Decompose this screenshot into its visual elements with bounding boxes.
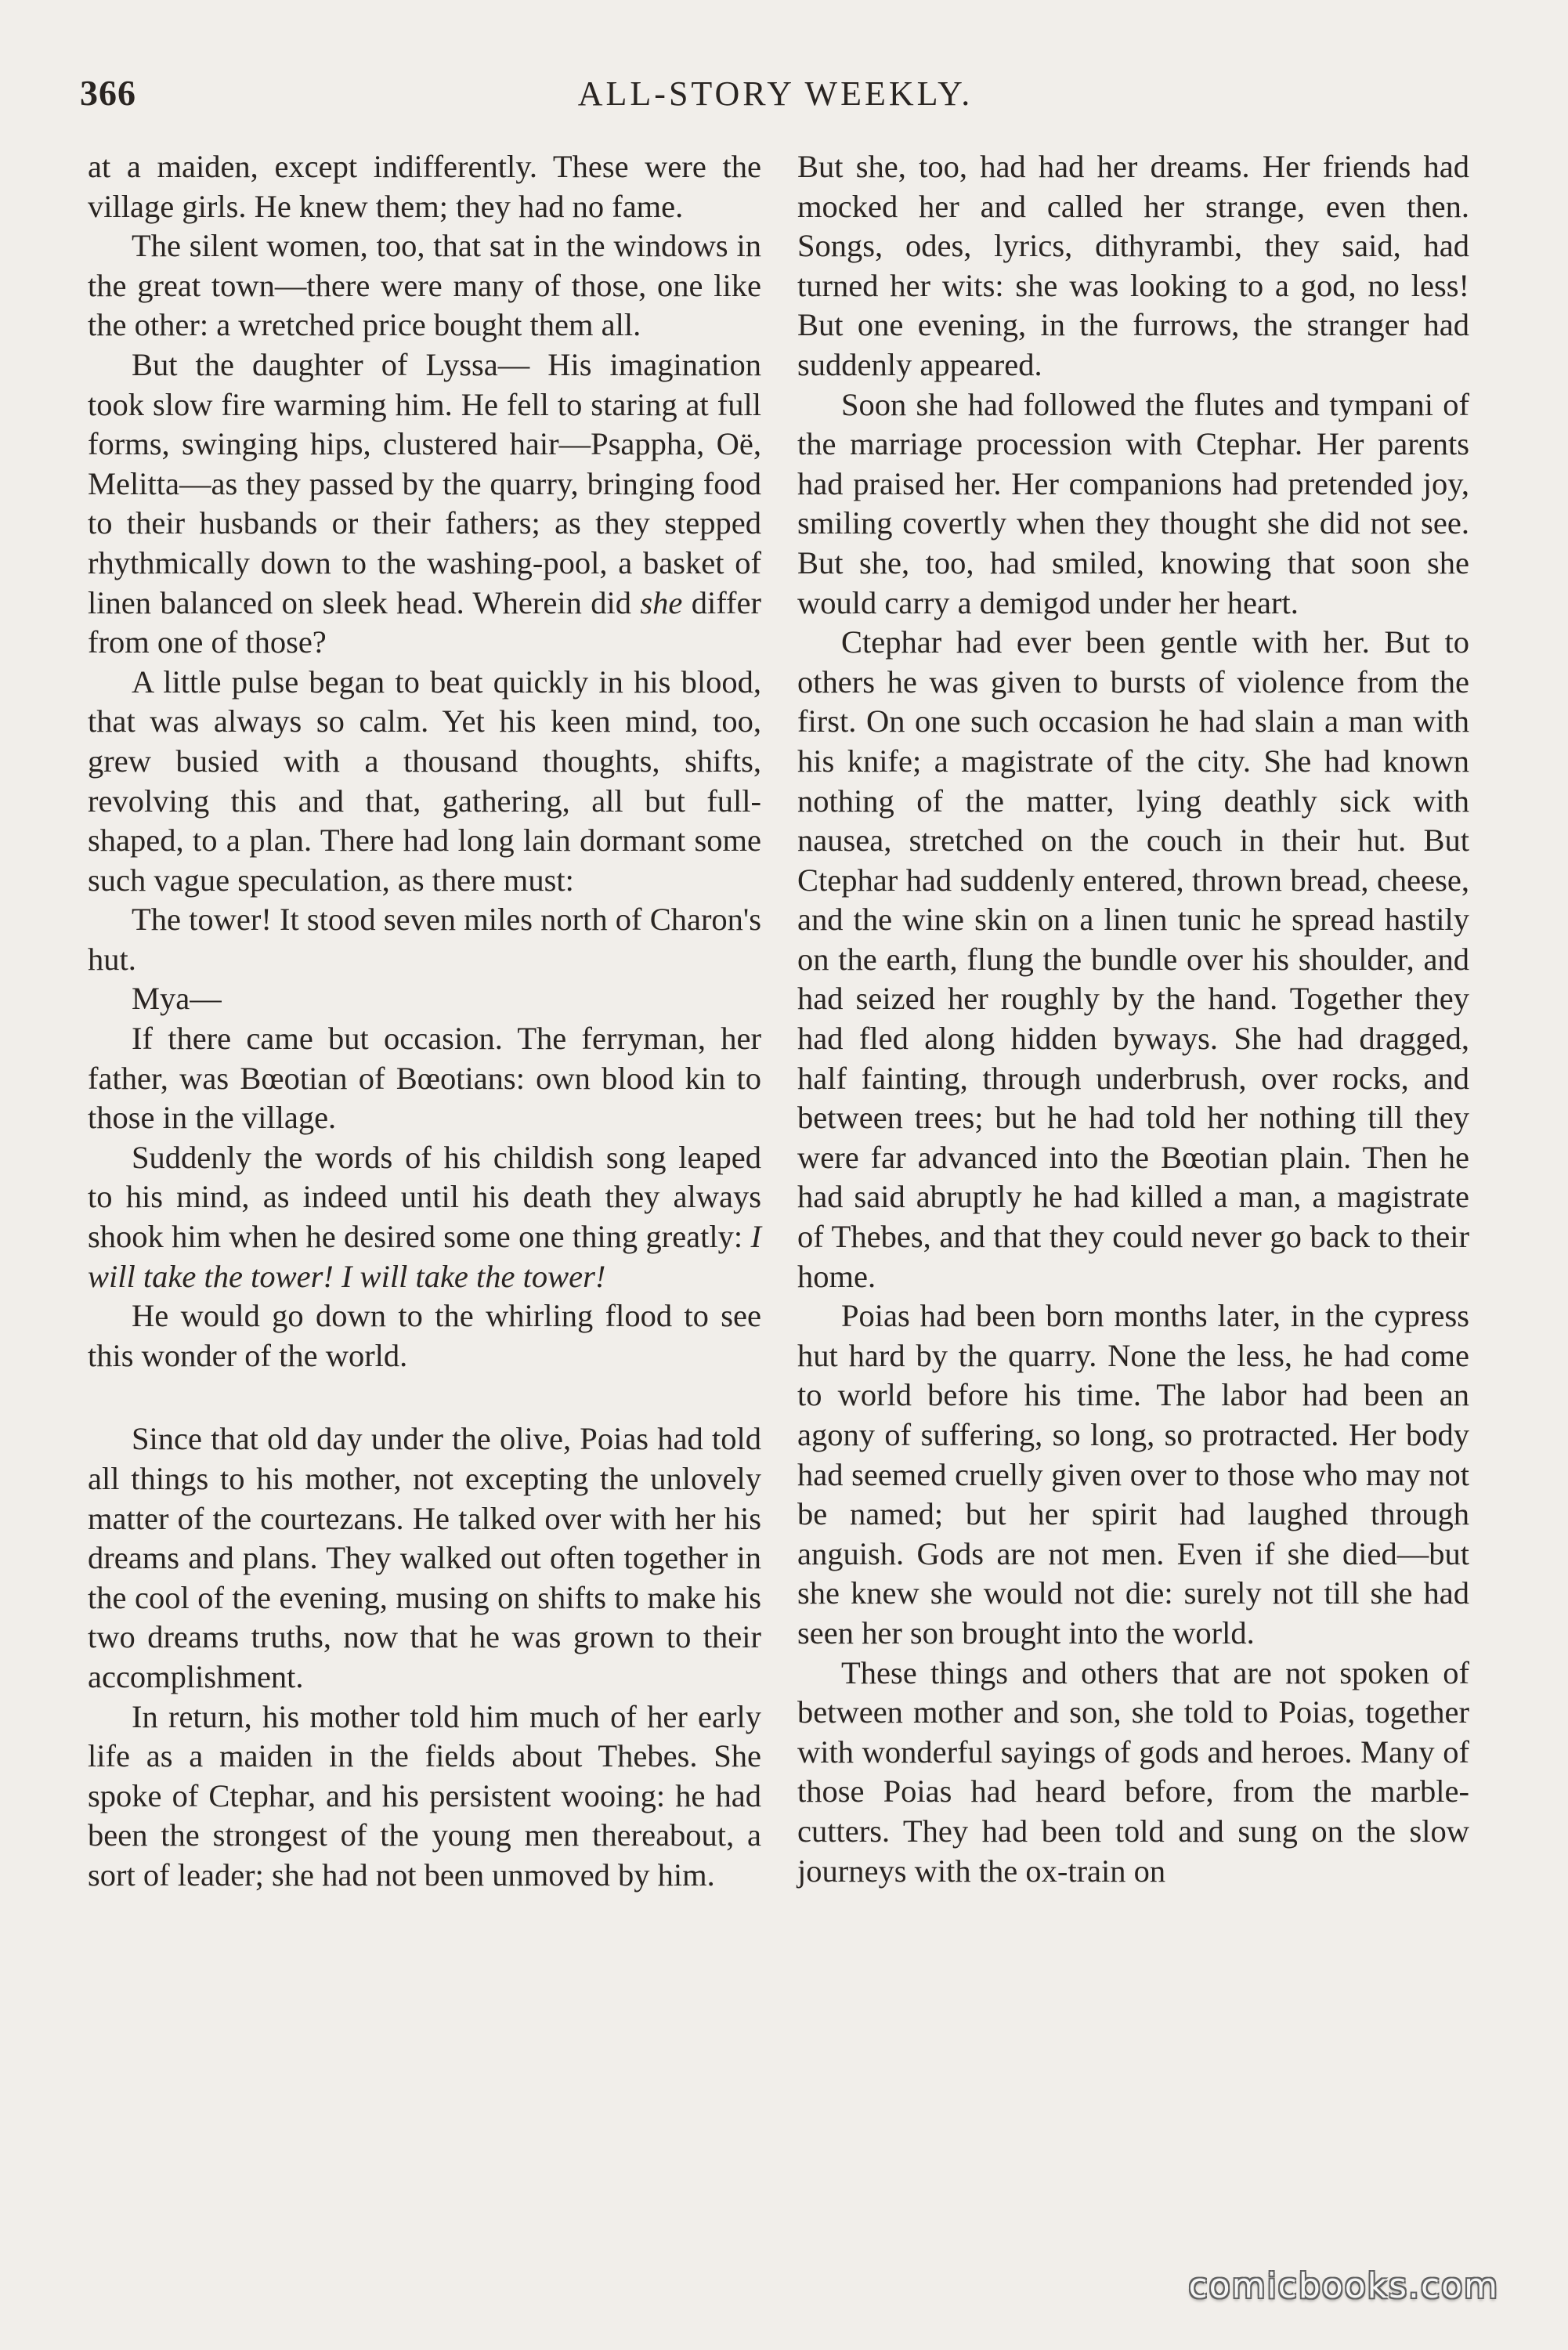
- paragraph: Ctephar had ever been gentle with her. But to others he was given to bursts of violence from the first. On one such occasion he had slain a man with his knife; a magistrate of the city. She had known nothing of the matter, lying deathly sick with nausea, stretched on the couch in their hut. But Ctephar had suddenly entered, thrown bread, cheese, and the wine skin on a linen tunic he spread hastily on the earth, flung the bundle over his shoulder, and had seized her roughly by the hand. Together they had fled along hidden byways. She had dragged, half fainting, through underbrush, over rocks, and between trees; but he had told her nothing till they were far advanced into the Bœotian plain. Then he had said abruptly he had killed a man, a magistrate of Thebes, and that they could never go back to their home.: [797, 624, 1469, 1294]
- page-header: [78, 72, 1472, 127]
- paragraph: But she, too, had had her dreams. Her friends had mocked her and called her strange, even then. Songs, odes, lyrics, dithyrambi, they said, had turned her wits: she was looking to a god, no less! But one evening, in the furrows, the stranger had suddenly appeared.: [797, 149, 1469, 382]
- italic-song: I will take the tower! I will take the tower!: [88, 1219, 761, 1294]
- paragraph: Mya—: [132, 981, 222, 1017]
- paragraph: If there came but occasion. The ferryman, her father, was Bœotian of Bœotians: own blood kin to those in the village.: [88, 1021, 761, 1136]
- paragraph-text: Suddenly the words of his childish song leaped to his mind, as indeed until his death they always shook him when he desired some one thing greatly:: [88, 1139, 761, 1255]
- paragraph: [88, 1138, 761, 1296]
- running-title: ALL-STORY WEEKLY.: [577, 74, 974, 113]
- paragraph: Poias had been born months later, in the cypress hut hard by the quarry. None the less, he had come to world before his time. The labor had been an agony of suffering, so long, so protracted. Her body had seemed cruelly given over to those who may not be named; but her spirit had laughed through anguish. Gods are not men. Even if she died—but she knew she would not die: surely not till she had seen her son brought into the world.: [797, 1298, 1469, 1650]
- paragraph: The tower! It stood seven miles north of Charon's hut.: [88, 902, 761, 977]
- italic-word: she: [640, 584, 683, 620]
- paragraph: at a maiden, except indifferently. These were the village girls. He knew them; they had no fame.: [88, 149, 761, 224]
- paragraph-text: But the daughter of Lyssa— His imagination took slow fire warming him. He fell to staring at full forms, swinging hips, clustered hair—Psappha, Oë, Melitta—as they passed by the quarry, bringing food to their husbands or their fathers; as they stepped rhythmically down to the washing-pool, a basket of linen balanced on sleek head. Wherein did: [88, 346, 761, 620]
- paragraph: He would go down to the whirling flood to see this wonder of the world.: [88, 1298, 761, 1373]
- paragraph: In return, his mother told him much of her early life as a maiden in the fields about Thebes. She spoke of Ctephar, and his persistent wooing: he had been the strongest of the young men thereabout, a sort of leader; she had not been unmoved by him.: [88, 1698, 761, 1893]
- watermark-logo: comicbooks.com: [1188, 2266, 1499, 2306]
- paragraph: Soon she had followed the flutes and tympani of the marriage procession with Ctephar. Her parents had praised her. Her companions had pretended joy, smiling covertly when they thought she did not see. But she, too, had smiled, knowing that soon she would carry a demigod under her heart.: [797, 386, 1469, 620]
- right-column: [797, 147, 1469, 1891]
- paragraph: A little pulse began to beat quickly in his blood, that was always so calm. Yet his keen mind, too, grew busied with a thousand thoughts, shifts, revolving this and that, gathering, all but full-shaped, to a plan. There had long lain dormant some such vague speculation, as there must:: [88, 663, 761, 898]
- left-column: [88, 147, 761, 1896]
- paragraph-text: differ from one of those?: [88, 584, 762, 660]
- paragraph: The silent women, too, that sat in the windows in the great town—there were many of those, one like the other: a wretched price bought them all.: [88, 228, 761, 343]
- page-number: 366: [80, 73, 136, 113]
- paragraph: [88, 345, 761, 663]
- paragraph: These things and others that are not spoken of between mother and son, she told to Poias, together with wonderful sayings of gods and heroes. Many of those Poias had heard before, from the marble-cutters. They had been told and sung on the slow journeys with the ox-train on: [797, 1654, 1469, 1889]
- section-paragraph: Since that old day under the olive, Poias had told all things to his mother, not excepting the unlovely matter of the courtezans. He talked over with her his dreams and plans. They walked out often together in the cool of the evening, musing on shifts to make his two dreams truths, now that he was grown to their accomplishment.: [88, 1421, 761, 1694]
